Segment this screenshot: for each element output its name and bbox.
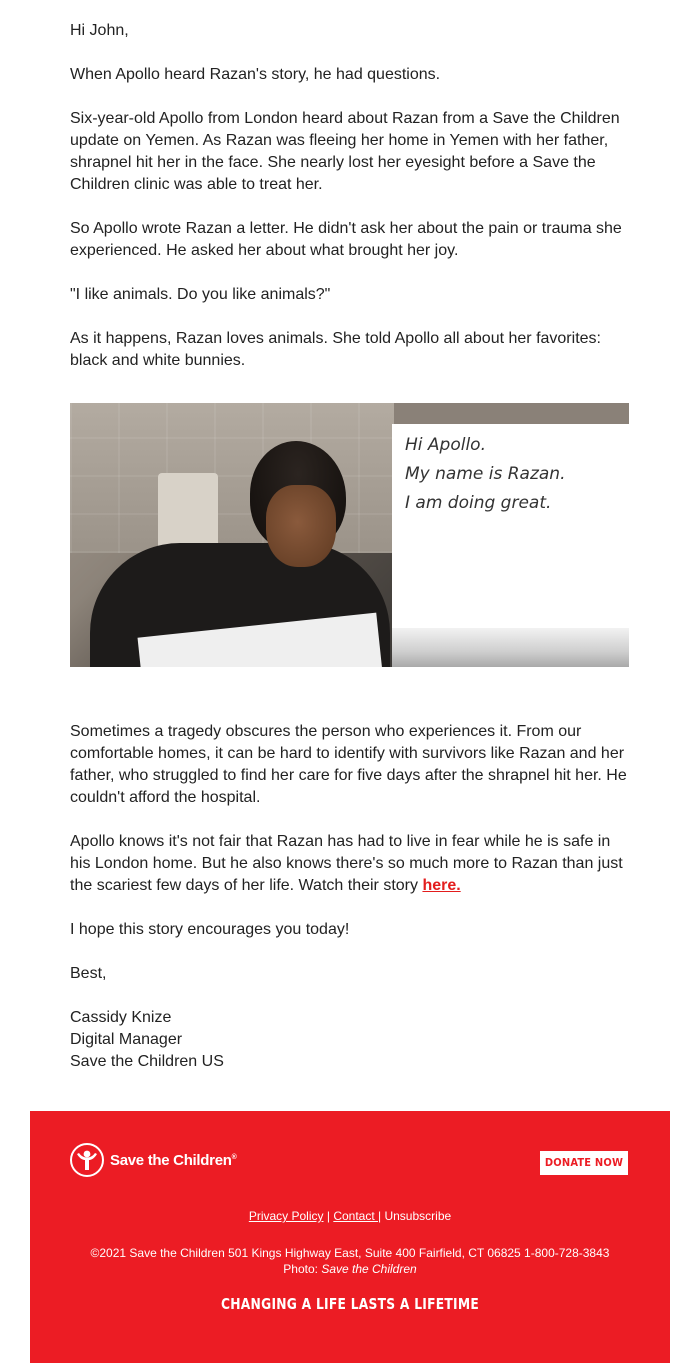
signoff: Best, <box>70 965 107 982</box>
story-paragraph-4: Sometimes a tragedy obscures the person who experiences it. From our comfortable homes, it can be hard to identify with survivors like Razan and her father, who struggled to find her care for five days after the shrapnel hit her. He couldn't afford the hospital. <box>70 723 627 806</box>
email-body-top <box>70 20 632 394</box>
note-line-1: Hi Apollo. <box>405 435 486 455</box>
intro-line: When Apollo heard Razan's story, he had questions. <box>70 66 441 83</box>
email-body-bottom <box>70 721 632 1073</box>
contact-link[interactable]: Contact <box>333 1209 379 1223</box>
story-paragraph-5 <box>70 831 632 897</box>
footer <box>30 1111 670 1363</box>
handwritten-note <box>405 431 565 518</box>
logo-text-label: Save the Children <box>110 1151 232 1169</box>
privacy-policy-link[interactable]: Privacy Policy <box>248 1209 324 1223</box>
photo-credit-line <box>30 1261 670 1277</box>
photo-label: Photo: <box>283 1262 322 1276</box>
footer-address <box>30 1245 670 1277</box>
hero-image[interactable] <box>70 403 629 667</box>
story-paragraph-5-text: Apollo knows it's not fair that Razan has had to live in fear while he is safe in his London home. But he also knows there's so much more to Razan than just the scariest few days of her life. Watch their story <box>70 833 623 894</box>
note-line-2: My name is Razan. <box>405 464 566 484</box>
signature-org: Save the Children US <box>70 1053 224 1070</box>
watch-story-link[interactable]: here. <box>422 877 461 894</box>
footer-links <box>30 1208 670 1224</box>
child-figure-icon <box>70 1143 104 1177</box>
logo-text <box>110 1152 236 1169</box>
link-separator-2: | <box>378 1209 385 1223</box>
tagline: CHANGING A LIFE LASTS A LIFETIME <box>220 1295 480 1313</box>
link-separator-1: | <box>323 1209 334 1223</box>
unsubscribe-link[interactable]: Unsubscribe <box>384 1209 452 1223</box>
photo-wall <box>70 403 394 553</box>
photo-boy-face <box>266 485 336 567</box>
address-line: ©2021 Save the Children 501 Kings Highway East, Suite 400 Fairfield, CT 06825 1-800-728-3843 <box>90 1246 610 1260</box>
photo-credit: Save the Children <box>321 1262 417 1276</box>
signature-title: Digital Manager <box>70 1031 183 1048</box>
closing-line: I hope this story encourages you today! <box>70 921 350 938</box>
save-the-children-logo[interactable] <box>70 1141 236 1179</box>
registered-mark: ® <box>231 1153 237 1161</box>
signature-name: Cassidy Knize <box>70 1009 172 1026</box>
note-line-3: I am doing great. <box>405 493 552 513</box>
story-paragraph-3: As it happens, Razan loves animals. She told Apollo all about her favorites: black and white bunnies. <box>70 330 601 369</box>
donate-now-button[interactable]: DONATE NOW <box>540 1151 628 1175</box>
quote: "I like animals. Do you like animals?" <box>70 286 331 303</box>
letter-card-fade <box>392 628 629 667</box>
greeting: Hi John, <box>70 22 129 39</box>
story-paragraph-2: So Apollo wrote Razan a letter. He didn't ask her about the pain or trauma she experienced. He asked her about what brought her joy. <box>70 220 622 259</box>
story-paragraph-1: Six-year-old Apollo from London heard about Razan from a Save the Children update on Yemen. As Razan was fleeing her home in Yemen with her father, shrapnel hit her in the face. She nearly lost her eyesight before a Save the Children clinic was able to treat her. <box>70 110 620 193</box>
